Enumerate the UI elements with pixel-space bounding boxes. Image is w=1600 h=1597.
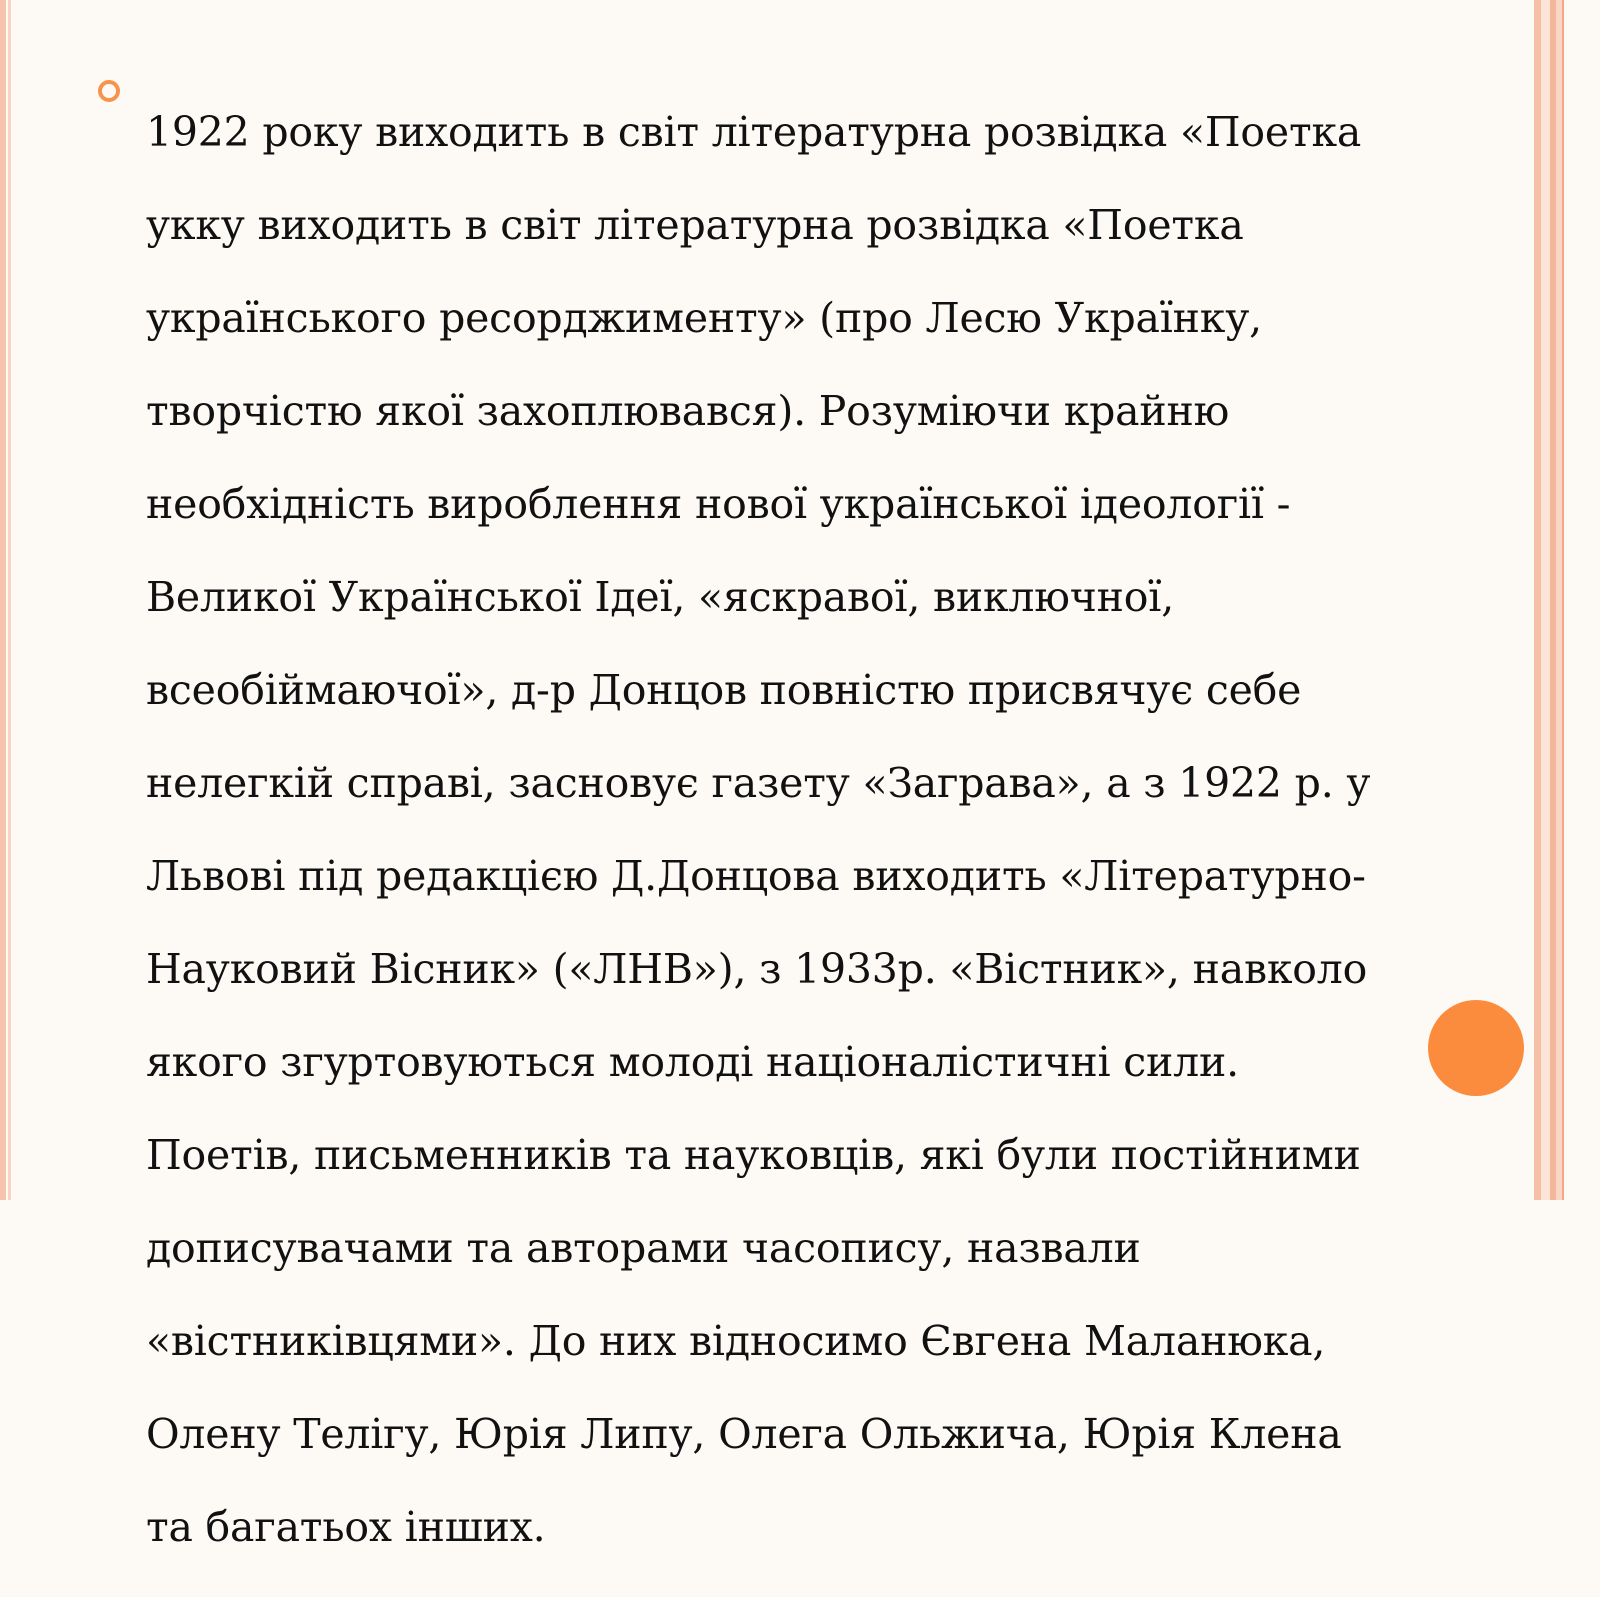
paragraph-line: Науковий Вісник» («ЛНВ»), з 1933р. «Вістник», навколо — [146, 944, 1368, 993]
paragraph-line: всеобіймаючої», д-р Донцов повністю присвячує себе — [146, 665, 1302, 714]
orange-circle-icon — [1428, 1000, 1524, 1096]
left-border-strip — [0, 0, 6, 1200]
paragraph-line: укку виходить в світ літературна розвідка «Поетка — [146, 200, 1244, 249]
paragraph-line: нелегкій справі, засновує газету «Заграва», а з 1922 р. у — [146, 758, 1371, 807]
paragraph-line: Поетів, письменників та науковців, які були постійними — [146, 1130, 1361, 1179]
paragraph-line: українського ресорджименту» (про Лесю Українку, — [146, 293, 1262, 342]
paragraph-line: якого згуртовуються молоді націоналістичні сили. — [146, 1037, 1239, 1086]
paragraph-line: «вістниківцями». До них відносимо Євгена Маланюка, — [146, 1316, 1326, 1365]
slide-body-text — [146, 62, 1506, 1597]
left-border-strip-inner — [8, 0, 11, 1200]
paragraph-line: Великої Української Ідеї, «яскравої, виключної, — [146, 572, 1175, 621]
paragraph-line: дописувачами та авторами часопису, назвали — [146, 1223, 1141, 1272]
right-border-strip-b — [1541, 0, 1550, 1200]
paragraph-line: Олену Телігу, Юрія Липу, Олега Ольжича, Юрія Клена — [146, 1409, 1342, 1458]
right-border-strip-a — [1534, 0, 1541, 1200]
paragraph-line: Львові під редакцією Д.Донцова виходить «Літературно- — [146, 851, 1366, 900]
paragraph-line: творчістю якої захоплювався). Розуміючи крайню — [146, 386, 1230, 435]
paragraph-line: 1922 року виходить в світ літературна розвідка «Поетка — [146, 107, 1362, 156]
paragraph-line: та багатьох інших. — [146, 1502, 546, 1551]
hollow-circle-bullet-icon — [98, 80, 120, 102]
right-margin — [1564, 0, 1600, 1200]
paragraph-line: необхідність вироблення нової української ідеології - — [146, 479, 1291, 528]
